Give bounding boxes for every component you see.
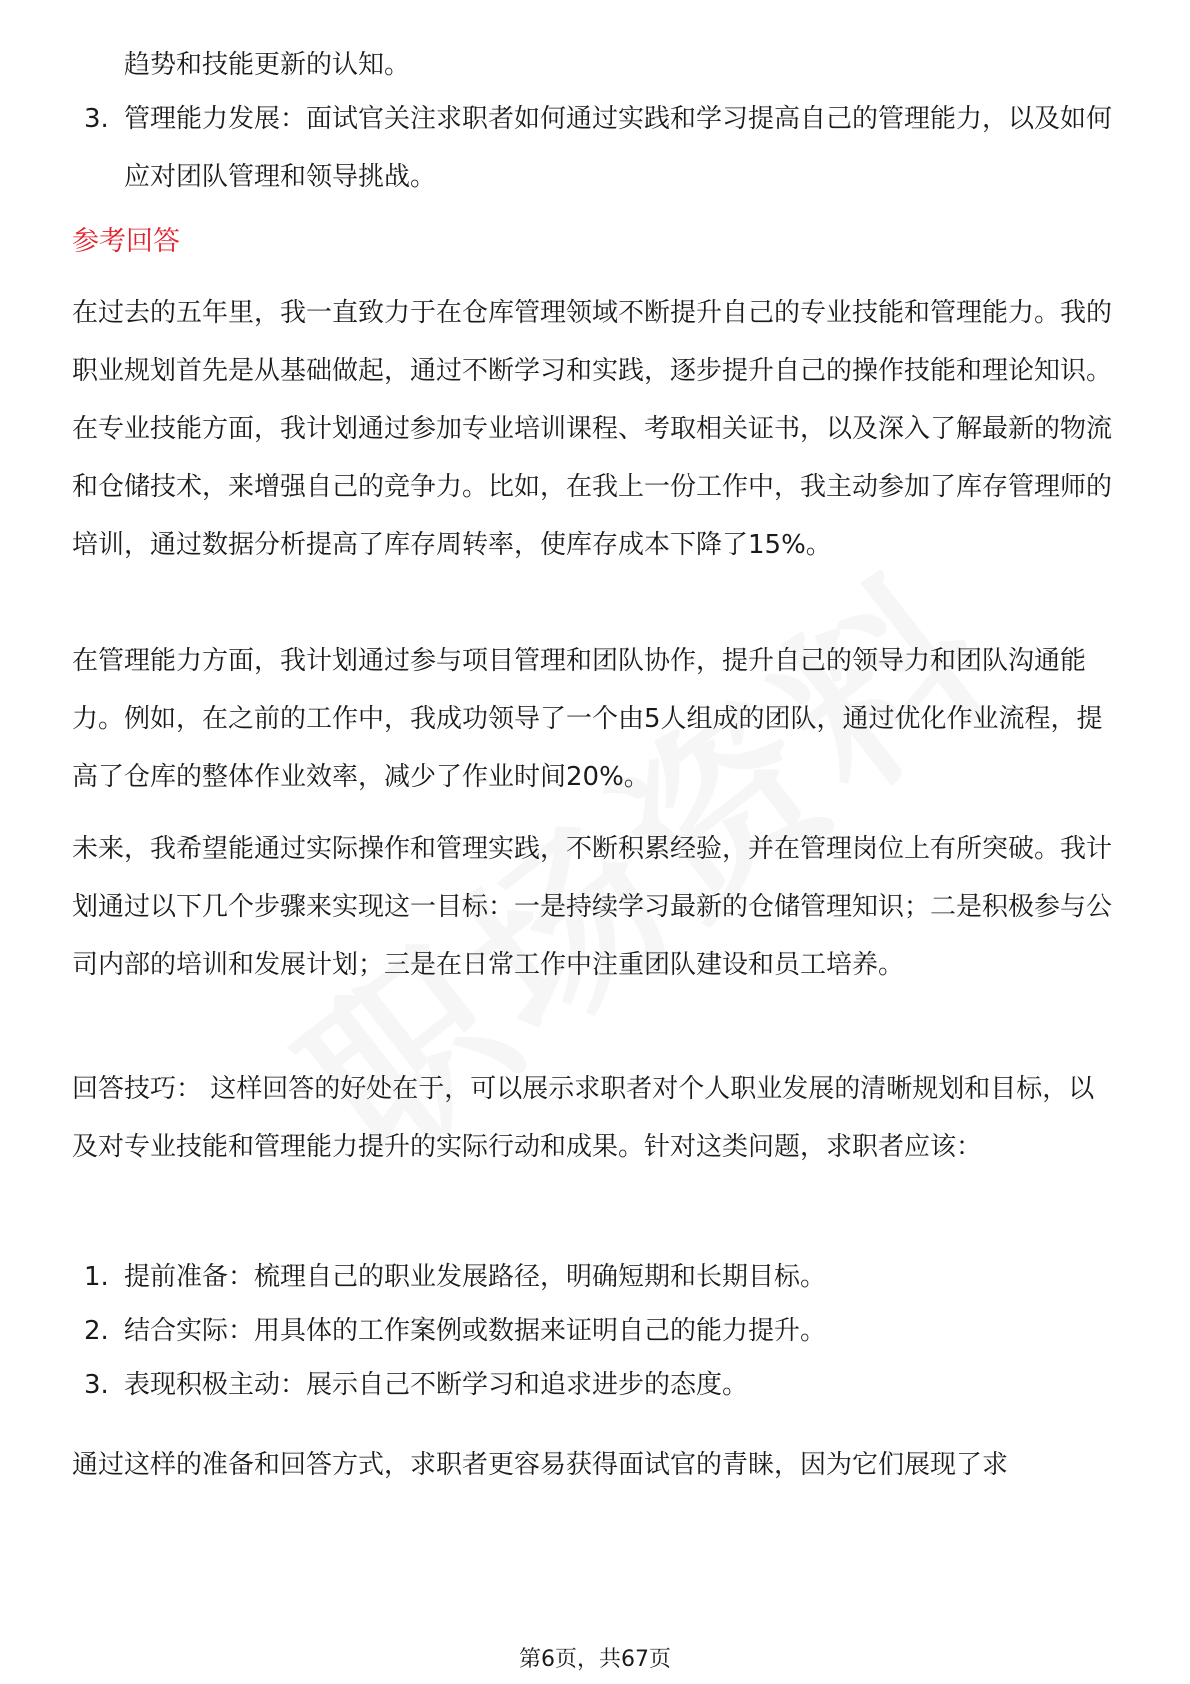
list-number: 2.: [84, 1316, 109, 1346]
list-number: 3.: [84, 1370, 109, 1400]
list-number: 1.: [84, 1262, 109, 1292]
answer-paragraph-1: 在过去的五年里，我一直致力于在仓库管理领域不断提升自己的专业技能和管理能力。我的职业规划首先是从基础做起，通过不断学习和实践，逐步提升自己的操作技能和理论知识。在专业技能方面，我计划通过参加专业培训课程、考取相关证书，以及深入了解最新的物流和仓储技术，来增强自己的竞争力。比如，在我上一份工作中，我主动参加了库存管理师的培训，通过数据分析提高了库存周转率，使库存成本下降了15%。: [72, 298, 1113, 560]
list-text: 管理能力发展：面试官关注求职者如何通过实践和学习提高自己的管理能力，以及如何应对团队管理和领导挑战。: [124, 104, 1113, 192]
list-text: 表现积极主动：展示自己不断学习和追求进步的态度。: [124, 1370, 749, 1400]
answer-paragraph-3: 未来，我希望能通过实际操作和管理实践，不断积累经验，并在管理岗位上有所突破。我计划通过以下几个步骤来实现这一目标：一是持续学习最新的仓储管理知识；二是积极参与公司内部的培训和发展计划；三是在日常工作中注重团队建设和员工培养。: [72, 834, 1113, 980]
tips-intro-paragraph: 回答技巧： 这样回答的好处在于，可以展示求职者对个人职业发展的清晰规划和目标，以及对专业技能和管理能力提升的实际行动和成果。针对这类问题，求职者应该：: [72, 1074, 1095, 1162]
list-number: 3.: [84, 104, 109, 134]
section-heading: 参考回答: [72, 226, 180, 257]
list-item-continuation: 趋势和技能更新的认知。: [124, 50, 411, 80]
answer-paragraph-2: 在管理能力方面，我计划通过参与项目管理和团队协作，提升自己的领导力和团队沟通能力。例如，在之前的工作中，我成功领导了一个由5人组成的团队，通过优化作业流程，提高了仓库的整体作业效率，减少了作业时间20%。: [72, 646, 1103, 792]
closing-paragraph: 通过这样的准备和回答方式，求职者更容易获得面试官的青睐，因为它们展现了求: [72, 1450, 1009, 1480]
list-text: 提前准备：梳理自己的职业发展路径，明确短期和长期目标。: [124, 1262, 827, 1292]
list-text: 结合实际：用具体的工作案例或数据来证明自己的能力提升。: [124, 1316, 827, 1346]
page-number-footer: 第6页，共67页: [519, 1647, 671, 1672]
